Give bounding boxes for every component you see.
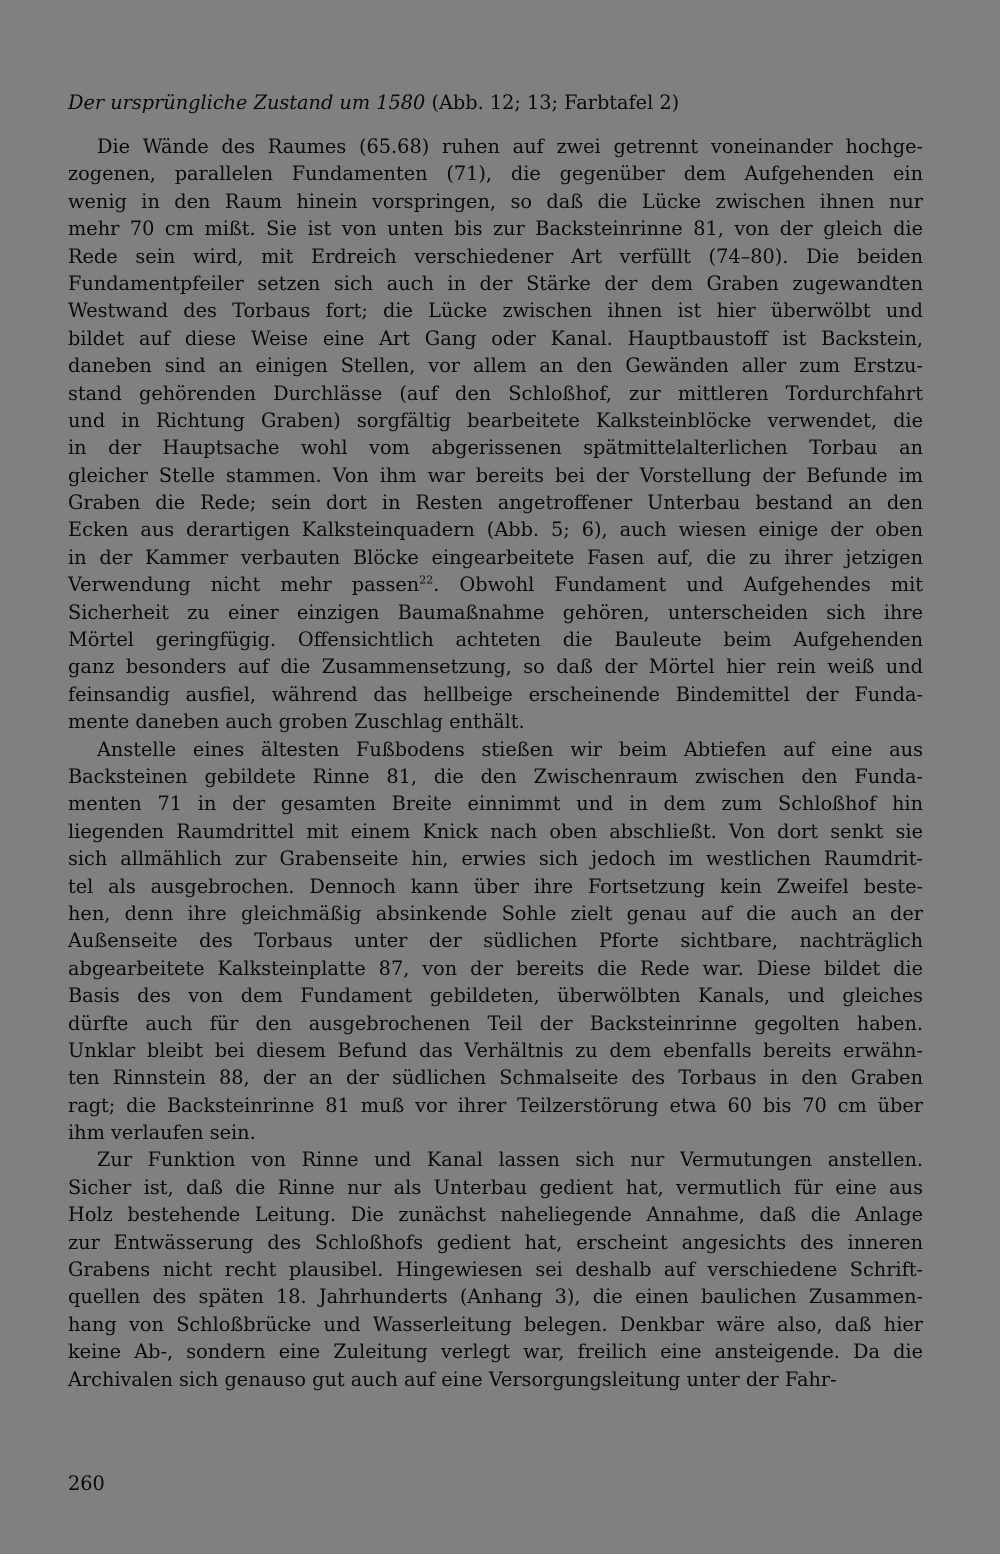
text-line: Holz bestehende Leitung. Die zunächst naheliegende Annahme, daß die Anlage <box>68 1203 923 1227</box>
footnote-reference: 22 <box>419 573 434 587</box>
text-line: Außenseite des Torbaus unter der südlichen Pforte sichtbare, nachträglich <box>68 929 923 953</box>
text-line: zur Entwässerung des Schloßhofs gedient hat, erscheint angesichts des inneren <box>68 1230 923 1254</box>
text-line: Anstelle eines ältesten Fußbodens stießen wir beim Abtiefen auf eine aus <box>97 737 923 761</box>
text-line: ragt; die Backsteinrinne 81 muß vor ihrer Teilzerstörung etwa 60 bis 70 cm über <box>68 1093 923 1117</box>
text-line: zogenen, parallelen Fundamenten (71), die gegenüber dem Aufgehenden ein <box>68 162 923 186</box>
text-line: menten 71 in der gesamten Breite einnimmt und in dem zum Schloßhof hin <box>68 792 923 816</box>
text-line: Basis des von dem Fundament gebildeten, überwölbten Kanals, und gleiches <box>68 984 923 1008</box>
text-line: Archivalen sich genauso gut auch auf eine Versorgungsleitung unter der Fahr- <box>68 1367 837 1391</box>
text-line: ten Rinnstein 88, der an der südlichen Schmalseite des Torbaus in den Graben <box>68 1066 923 1090</box>
text-line: keine Ab-, sondern eine Zuleitung verlegt war, freilich eine ansteigende. Da die <box>68 1340 923 1364</box>
text-line: hang von Schloßbrücke und Wasserleitung belegen. Denkbar wäre also, daß hier <box>68 1312 923 1336</box>
text-line: Rede sein wird, mit Erdreich verschiedener Art verfüllt (74–80). Die beiden <box>68 244 923 268</box>
text-line: sich allmählich zur Grabenseite hin, erwies sich jedoch im westlichen Raumdrit- <box>68 847 923 871</box>
text-line: mehr 70 cm mißt. Sie ist von unten bis zur Backsteinrinne 81, von der gleich die <box>68 217 923 241</box>
text-line: Fundamentpfeiler setzen sich auch in der Stärke der dem Graben zugewandten <box>68 271 923 295</box>
text-line: Graben die Rede; sein dort in Resten angetroffener Unterbau bestand an den <box>68 491 923 515</box>
section-heading <box>68 88 923 117</box>
text-line <box>68 571 923 598</box>
paragraph-3 <box>68 1146 923 1393</box>
text-line: Sicherheit zu einer einzigen Baumaßnahme gehören, unterscheiden sich ihre <box>68 600 923 624</box>
text-line: Die Wände des Raumes (65.68) ruhen auf zwei getrennt voneinander hochge- <box>97 135 923 158</box>
text-line: mente daneben auch groben Zuschlag enthält. <box>68 710 525 734</box>
text-line: Backsteinen gebildete Rinne 81, die den Zwischenraum zwischen den Funda- <box>68 764 923 788</box>
text-line: feinsandig ausfiel, während das hellbeige erscheinende Bindemittel der Funda- <box>68 682 923 706</box>
text-line: ihm verlaufen sein. <box>68 1121 256 1145</box>
text-line: Sicher ist, daß die Rinne nur als Unterbau gedient hat, vermutlich für eine aus <box>68 1175 923 1199</box>
text-line-segment: Verwendung nicht mehr passen <box>68 573 420 597</box>
section-heading-refs: (Abb. 12; 13; Farbtafel 2) <box>425 91 680 114</box>
text-line: und in Richtung Graben) sorgfältig bearbeitete Kalksteinblöcke verwendet, die <box>68 408 923 432</box>
text-line: liegenden Raumdrittel mit einem Knick nach oben abschließt. Von dort senkt sie <box>68 819 923 843</box>
text-line: ganz besonders auf die Zusammensetzung, so daß der Mörtel hier rein weiß und <box>68 655 923 679</box>
text-line-segment: . Obwohl Fundament und Aufgehendes mit <box>433 573 924 597</box>
paragraph-1 <box>68 133 923 736</box>
text-line: abgearbeitete Kalksteinplatte 87, von der bereits die Rede war. Diese bildet die <box>68 956 923 980</box>
text-line: Mörtel geringfügig. Offensichtlich achteten die Bauleute beim Aufgehenden <box>68 628 923 652</box>
text-line: in der Kammer verbauten Blöcke eingearbeitete Fasen auf, die zu ihrer jetzigen <box>68 545 923 569</box>
text-line: bildet auf diese Weise eine Art Gang oder Kanal. Hauptbaustoff ist Backstein, <box>68 326 923 350</box>
text-line: quellen des späten 18. Jahrhunderts (Anhang 3), die einen baulichen Zusammen- <box>68 1285 923 1309</box>
text-line: hen, denn ihre gleichmäßig absinkende Sohle zielt genau auf die auch an der <box>68 901 923 925</box>
text-line: dürfte auch für den ausgebrochenen Teil der Backsteinrinne gegolten haben. <box>68 1011 923 1035</box>
text-line: in der Hauptsache wohl vom abgerissenen spätmittelalterlichen Torbau an <box>68 436 923 460</box>
text-line: Ecken aus derartigen Kalksteinquadern (Abb. 5; 6), auch wiesen einige der oben <box>68 518 923 542</box>
text-line: gleicher Stelle stammen. Von ihm war bereits bei der Vorstellung der Befunde im <box>68 463 923 487</box>
paragraph-2 <box>68 736 923 1147</box>
text-line: Zur Funktion von Rinne und Kanal lassen sich nur Vermutungen anstellen. <box>97 1148 923 1172</box>
text-line: Westwand des Torbaus fort; die Lücke zwischen ihnen ist hier überwölbt und <box>68 299 923 323</box>
text-line: Unklar bleibt bei diesem Befund das Verhältnis zu dem ebenfalls bereits erwähn- <box>68 1038 923 1062</box>
text-line: Grabens nicht recht plausibel. Hingewiesen sei deshalb auf verschiedene Schrift- <box>68 1258 923 1282</box>
text-line: daneben sind an einigen Stellen, vor allem an den Gewänden aller zum Erstzu- <box>68 354 923 378</box>
text-line: stand gehörenden Durchlässe (auf den Schloßhof, zur mittleren Tordurchfahrt <box>68 381 923 405</box>
text-line: tel als ausgebrochen. Dennoch kann über ihre Fortsetzung kein Zweifel beste- <box>68 874 923 898</box>
page-number: 260 <box>68 1472 105 1495</box>
section-heading-title: Der ursprüngliche Zustand um 1580 <box>68 91 426 114</box>
page-body <box>68 88 923 1393</box>
text-line: wenig in den Raum hinein vorspringen, so daß die Lücke zwischen ihnen nur <box>68 189 923 213</box>
